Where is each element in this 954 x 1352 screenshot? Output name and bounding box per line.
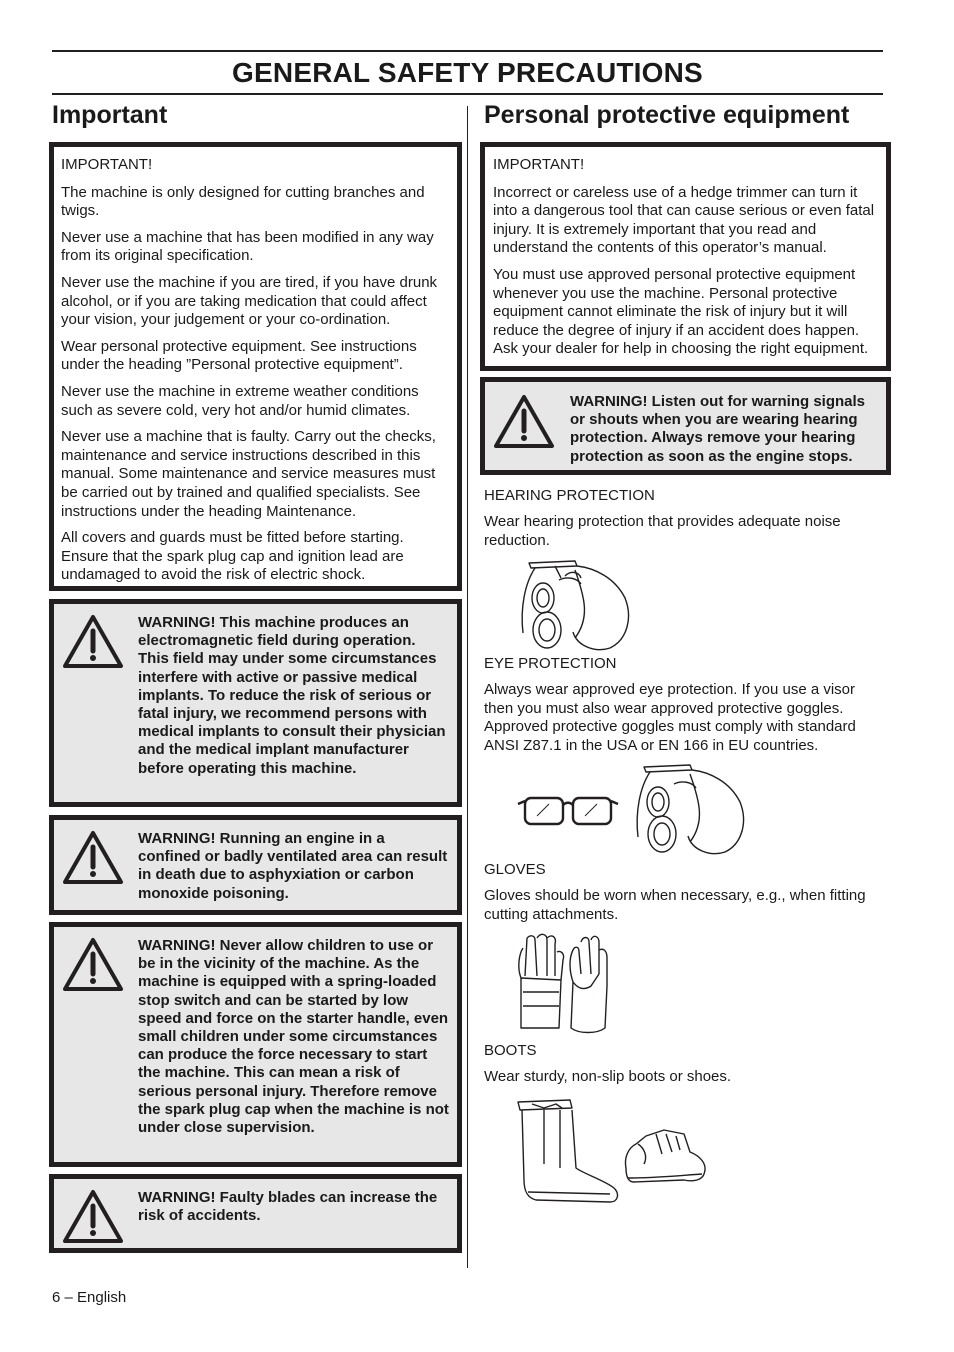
warning-triangle-icon: [62, 830, 124, 886]
safety-glasses-icon: [515, 792, 621, 828]
ppe-important-paragraph: You must use approved personal protective equipment whenever you use the machine. Personal protective equipment cannot eliminate the risk of injury but it will reduce the degree of injury if an accident does happen. Ask your dealer for help in choosing the right equipment.: [493, 265, 869, 358]
warning-text: WARNING! Listen out for warning signals or shouts when you are wearing hearing protection. Always remove your hearing protection as soon as the engine stops.: [570, 393, 866, 465]
eye-heading: EYE PROTECTION: [484, 655, 617, 672]
ppe-important-box: [480, 142, 891, 371]
warning-text: WARNING! Running an engine in a confined or badly ventilated area can result in death due to asphyxiation or carbon monoxide poisoning.: [138, 830, 448, 902]
warning-triangle-icon: [62, 614, 124, 670]
ppe-important-paragraph: Incorrect or careless use of a hedge trimmer can turn it into a dangerous tool that can cause serious or even fatal injury. It is extremely important that you read and understand the contents of this operator’s manual.: [493, 183, 875, 257]
important-paragraph: Never use the machine in extreme weather conditions such as severe cold, very hot and/or humid climates.: [61, 382, 419, 419]
warning-triangle-icon: [62, 937, 124, 993]
important-caption: IMPORTANT!: [61, 156, 153, 173]
hearing-text: Wear hearing protection that provides adequate noise reduction.: [484, 513, 841, 549]
boots-text: Wear sturdy, non-slip boots or shoes.: [484, 1068, 732, 1085]
page-footer: 6 – English: [52, 1289, 127, 1306]
header-bottom-rule: [52, 93, 883, 95]
warning-box-hearing: [480, 377, 891, 475]
warning-triangle-icon: [493, 394, 555, 450]
column-divider: [467, 106, 468, 1268]
ear-muffs-visor-icon: [630, 762, 748, 858]
warning-box-electromagnetic: [49, 599, 462, 807]
hearing-heading: HEARING PROTECTION: [484, 487, 655, 504]
eye-text: Always wear approved eye protection. If you use a visor then you must also wear approved protective goggles. Approved protective goggles must comply with standard ANSI Z87.1 in the USA or EN 166 in EU countries.: [484, 681, 856, 754]
important-paragraph: Wear personal protective equipment. See instructions under the heading ”Personal protective equipment”.: [61, 337, 417, 374]
gloves-text: Gloves should be worn when necessary, e.g., when fitting cutting attachments.: [484, 887, 866, 923]
ppe-important-caption: IMPORTANT!: [493, 156, 585, 173]
warning-text: WARNING! Faulty blades can increase the risk of accidents.: [138, 1189, 438, 1225]
important-paragraph: The machine is only designed for cutting branches and twigs.: [61, 183, 425, 220]
gloves-heading: GLOVES: [484, 861, 546, 878]
warning-box-blades: [49, 1174, 462, 1253]
important-paragraph: Never use the machine if you are tired, if you have drunk alcohol, or if you are taking medication that could affect your vision, your judgement or your co-ordination.: [61, 273, 438, 329]
ear-muffs-visor-icon: [515, 558, 633, 652]
warning-box-ventilation: [49, 815, 462, 915]
boots-icon: [514, 1094, 710, 1206]
warning-triangle-icon: [62, 1189, 124, 1245]
gloves-icon: [513, 930, 625, 1038]
important-paragraph: All covers and guards must be fitted before starting. Ensure that the spark plug cap and ignition lead are undamaged to avoid the risk of electric shock.: [61, 529, 404, 584]
warning-text: WARNING! Never allow children to use or be in the vicinity of the machine. As the machine is equipped with a spring-loaded stop switch and can be started by low speed and force on the starter handle, even small children under some circumstances can produce the force necessary to start the machine. This can mean a risk of serious personal injury. Therefore remove the spark plug cap when the machine is not under close supervision.: [138, 937, 449, 1137]
ppe-heading: Personal protective equipment: [484, 101, 850, 129]
important-heading: Important: [52, 101, 168, 129]
important-paragraph: Never use a machine that has been modified in any way from its original specification.: [61, 228, 434, 265]
warning-text: WARNING! This machine produces an electromagnetic field during operation. This field may under some circumstances interfere with active or passive medical implants. To reduce the risk of serious or fatal injury, we recommend persons with medical implants to consult their physician and the medical implant manufacturer before operating this machine.: [138, 614, 446, 777]
warning-box-children: [49, 922, 462, 1167]
page-title: GENERAL SAFETY PRECAUTIONS: [232, 57, 703, 88]
important-box: [49, 142, 462, 591]
important-paragraph: Never use a machine that is faulty. Carry out the checks, maintenance and service instructions described in this manual. Some maintenance and service measures must be carried out by trained and qualified specialists. See instructions under the heading Maintenance.: [61, 428, 436, 520]
boots-heading: BOOTS: [484, 1042, 537, 1059]
header-top-rule: [52, 50, 883, 52]
